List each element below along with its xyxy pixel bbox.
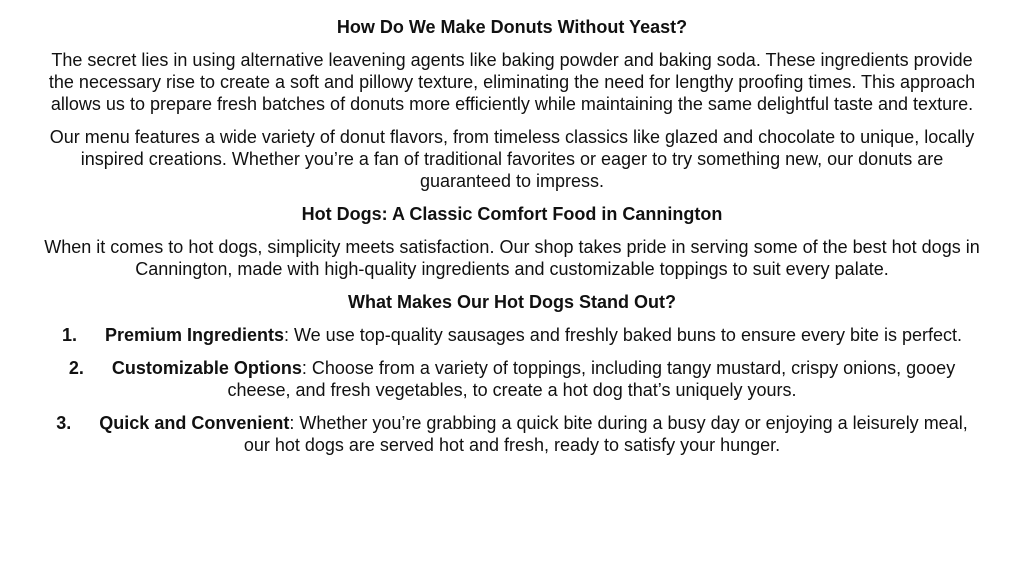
list-item — [44, 324, 980, 346]
list-item-term: Customizable Options — [111, 358, 302, 378]
list-item-term: Premium Ingredients — [104, 325, 284, 345]
heading-stand-out: What Makes Our Hot Dogs Stand Out? — [347, 292, 676, 312]
list-item-term: Quick and Convenient — [99, 413, 290, 433]
paragraph-menu-flavors: Our menu features a wide variety of donut flavors, from timeless classics like glazed and chocolate to unique, locally inspired creations. Whether you’re a fan of traditional favorites or eager to try something new, our donuts are guaranteed to impress. — [49, 127, 975, 191]
list-item — [44, 357, 980, 401]
list-item-text: : We use top-quality sausages and freshly baked buns to ensure every bite is perfect. — [284, 325, 963, 345]
list-item-text: : Whether you’re grabbing a quick bite during a busy day or enjoying a leisurely meal, our hot dogs are served hot and fresh, ready to satisfy your hunger. — [243, 413, 968, 455]
paragraph-secret-leavening: The secret lies in using alternative leavening agents like baking powder and baking soda. These ingredients provide the necessary rise to create a soft and pillowy texture, eliminating the need for lengthy proofing times. This approach allows us to prepare fresh batches of donuts more efficiently while maintaining the same delightful taste and texture. — [48, 50, 976, 114]
heading-hot-dogs: Hot Dogs: A Classic Comfort Food in Cannington — [301, 204, 723, 224]
list-item-text: : Choose from a variety of toppings, including tangy mustard, crispy onions, gooey cheese, and fresh vegetables, to create a hot dog that’s uniquely yours. — [227, 358, 956, 400]
paragraph-hot-dogs: When it comes to hot dogs, simplicity meets satisfaction. Our shop takes pride in serving some of the best hot dogs in Cannington, made with high-quality ingredients and customizable toppings to suit every palate. — [44, 237, 980, 279]
list-item-number: 1. — [61, 325, 77, 345]
heading-donuts-without-yeast: How Do We Make Donuts Without Yeast? — [336, 17, 688, 37]
features-list — [44, 324, 980, 456]
list-item-number: 3. — [56, 413, 72, 433]
list-item-number: 2. — [68, 358, 84, 378]
list-item — [44, 412, 980, 456]
